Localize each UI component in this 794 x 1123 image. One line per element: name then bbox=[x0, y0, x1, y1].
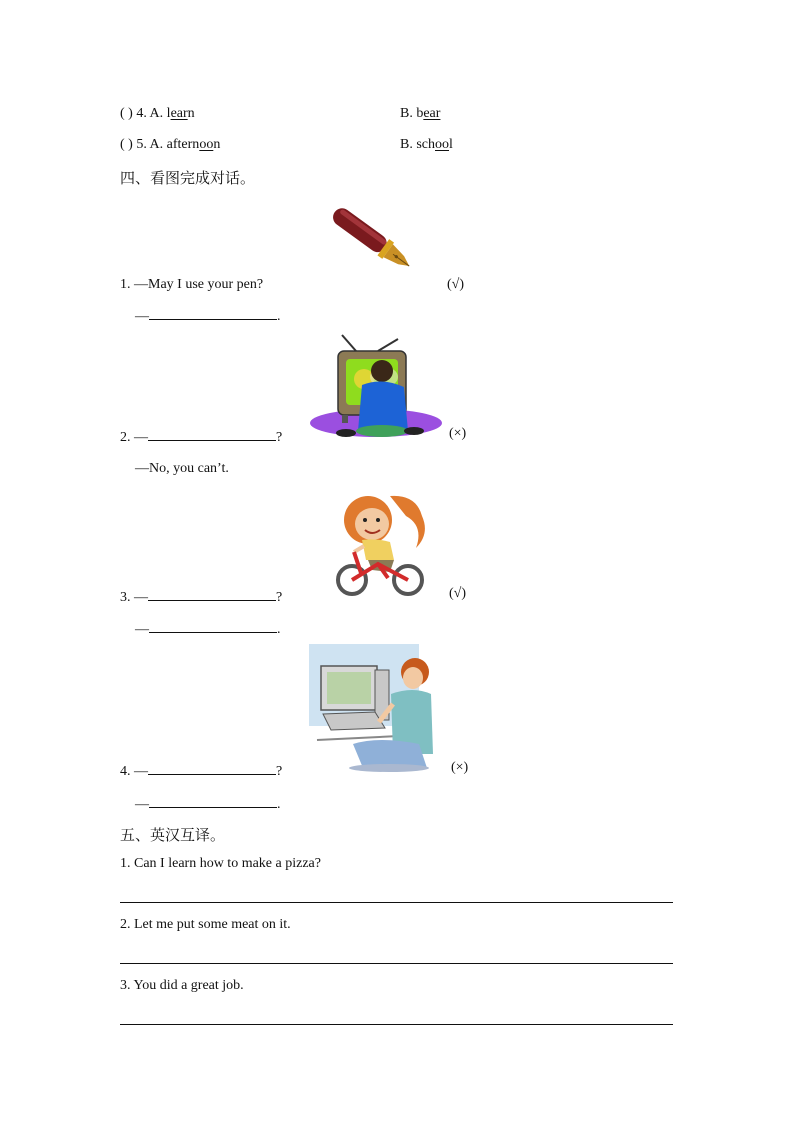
boy-using-computer-icon bbox=[309, 644, 446, 772]
q5-option-b-underlined: oo bbox=[435, 137, 449, 152]
section4-heading: 四、看图完成对话。 bbox=[120, 169, 256, 187]
item4-answer-blank[interactable] bbox=[149, 793, 277, 808]
q4-option-b bbox=[400, 106, 440, 122]
item4-mark: (×) bbox=[451, 760, 469, 775]
item3-qmark: ? bbox=[276, 590, 283, 605]
item1-text: —May I use your pen? bbox=[134, 277, 264, 292]
q4-option-a-label: 4. A. l bbox=[136, 106, 171, 121]
q4-option-a-rest: n bbox=[187, 106, 195, 121]
item3-question-blank[interactable] bbox=[148, 586, 276, 601]
item2-mark: (×) bbox=[449, 426, 467, 441]
translation-answer-line-3[interactable] bbox=[120, 1024, 673, 1025]
item4-answer-line bbox=[135, 793, 281, 813]
item2-answer: —No, you can’t. bbox=[135, 461, 229, 476]
item3-number: 3. bbox=[120, 590, 131, 605]
section5-heading: 五、英汉互译。 bbox=[120, 826, 226, 844]
item1-answer-dash: — bbox=[135, 309, 149, 324]
item2-question bbox=[120, 426, 282, 446]
item3-answer-end: . bbox=[277, 622, 281, 637]
translation-item-1: 1. Can I learn how to make a pizza? bbox=[120, 856, 321, 871]
item1-answer-line bbox=[135, 305, 281, 325]
q5-option-a-label: 5. A. aftern bbox=[136, 137, 200, 152]
q5-row bbox=[120, 137, 220, 153]
translation-answer-line-2[interactable] bbox=[120, 963, 673, 964]
item2-qmark: ? bbox=[276, 430, 283, 445]
item2-question-blank[interactable] bbox=[148, 426, 276, 441]
q5-bracket: ( ) bbox=[120, 137, 133, 152]
q5-option-b-label: B. sch bbox=[400, 137, 435, 152]
item1-answer-end: . bbox=[277, 309, 281, 324]
item4-number: 4. bbox=[120, 764, 131, 779]
child-watching-tv-icon bbox=[308, 333, 444, 439]
q4-bracket: ( ) bbox=[120, 106, 133, 121]
item4-answer-end: . bbox=[277, 797, 281, 812]
item1-answer-blank[interactable] bbox=[149, 305, 277, 320]
item4-question bbox=[120, 760, 282, 780]
q4-option-b-underlined: ear bbox=[423, 106, 441, 121]
item2-dash: — bbox=[134, 430, 148, 445]
item3-question bbox=[120, 586, 282, 606]
q5-option-a-underlined: oo bbox=[199, 137, 214, 152]
q5-option-b bbox=[400, 137, 453, 153]
q5-option-b-rest: l bbox=[449, 137, 453, 152]
q5-option-a-rest: n bbox=[213, 137, 221, 152]
translation-item-2: 2. Let me put some meat on it. bbox=[120, 917, 291, 932]
translation-answer-line-1[interactable] bbox=[120, 902, 673, 903]
q4-option-b-label: B. b bbox=[400, 106, 424, 121]
item1-number: 1. bbox=[120, 277, 131, 292]
item3-mark: (√) bbox=[449, 586, 467, 601]
q4-row bbox=[120, 106, 195, 122]
item1-mark: (√) bbox=[447, 277, 465, 292]
item4-answer-dash: — bbox=[135, 797, 149, 812]
item3-answer-line bbox=[135, 618, 281, 638]
q4-option-a-underlined: ear bbox=[170, 106, 188, 121]
item3-answer-blank[interactable] bbox=[149, 618, 277, 633]
item4-qmark: ? bbox=[276, 764, 283, 779]
item4-question-blank[interactable] bbox=[148, 760, 276, 775]
item1-question bbox=[120, 277, 263, 293]
item2-number: 2. bbox=[120, 430, 131, 445]
item3-dash: — bbox=[134, 590, 148, 605]
translation-item-3: 3. You did a great job. bbox=[120, 978, 244, 993]
fountain-pen-icon bbox=[318, 198, 426, 280]
item4-dash: — bbox=[134, 764, 148, 779]
girl-riding-bike-icon bbox=[332, 486, 432, 598]
item3-answer-dash: — bbox=[135, 622, 149, 637]
